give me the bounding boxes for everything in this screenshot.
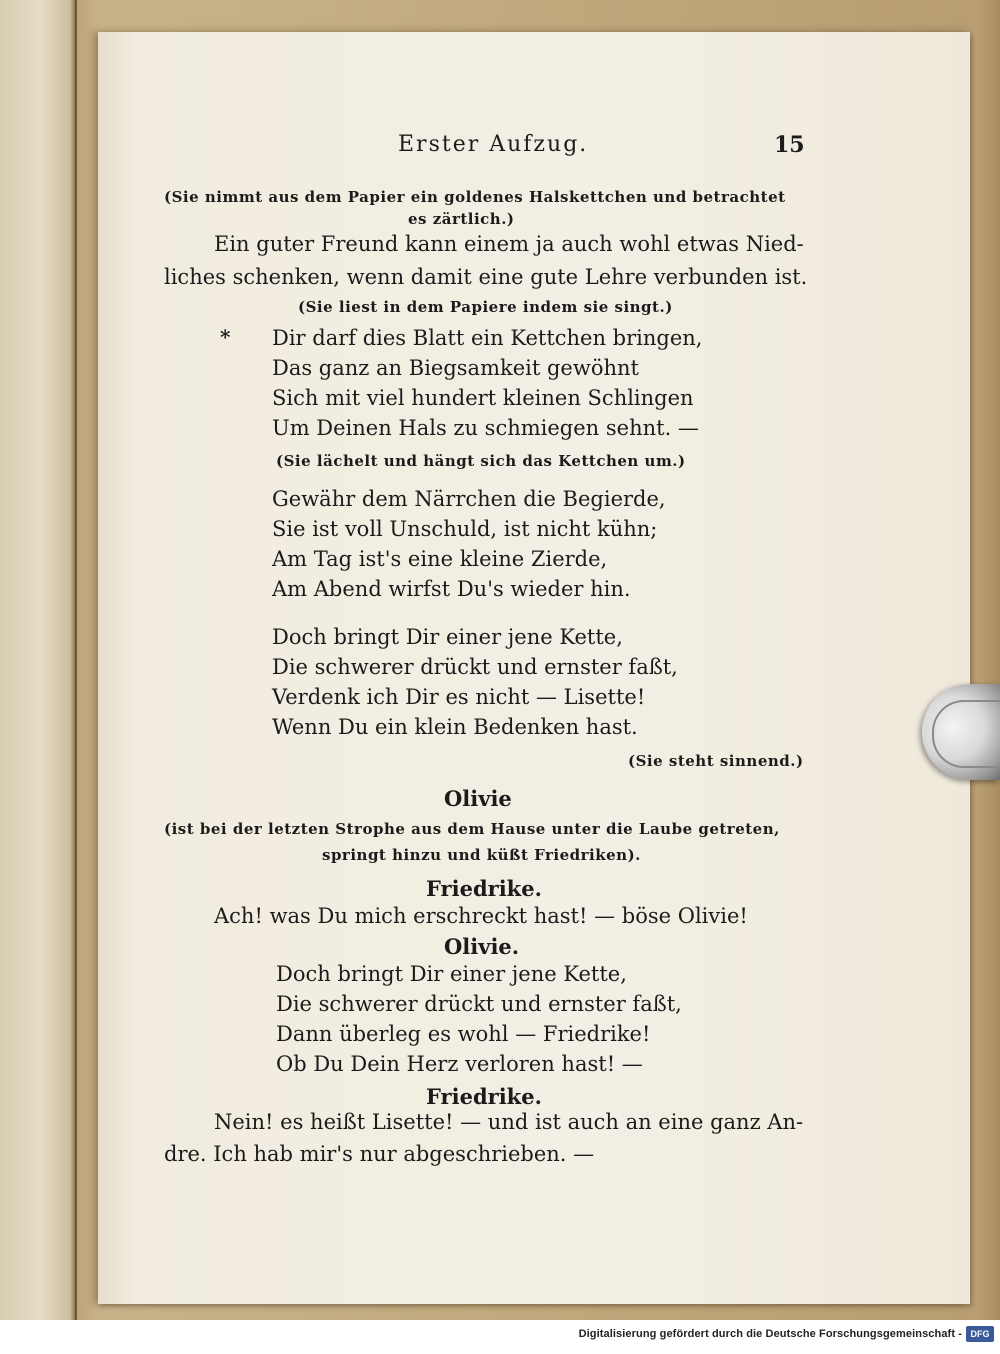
verse-line: Ob Du Dein Herz verloren hast! — (276, 1052, 643, 1076)
verse-line: Um Deinen Hals zu schmiegen sehnt. — (272, 416, 699, 440)
verse-line: Doch bringt Dir einer jene Kette, (276, 962, 627, 986)
verse-line: Sie ist voll Unschuld, ist nicht kühn; (272, 517, 658, 541)
verse-line: Doch bringt Dir einer jene Kette, (272, 625, 623, 649)
footer-credit: Digitalisierung gefördert durch die Deutsche Forschungsgemeinschaft - (578, 1328, 962, 1340)
verse-line: Gewähr dem Närrchen die Begierde, (272, 487, 666, 511)
stage-direction: (Sie liest in dem Papiere indem sie singt.) (298, 298, 673, 316)
speaker-name: Friedrike. (426, 1084, 542, 1109)
text-line: liches schenken, wenn damit eine gute Lehre verbunden ist. (164, 265, 808, 289)
verse-line: Das ganz an Biegsamkeit gewöhnt (272, 356, 639, 380)
verse-line: Verdenk ich Dir es nicht — Lisette! (272, 685, 646, 709)
verse-line: Die schwerer drückt und ernster faßt, (276, 992, 682, 1016)
page-number: 15 (774, 132, 805, 158)
dfg-logo: DFG (966, 1326, 994, 1342)
page-clip-rim (932, 700, 1000, 768)
stage-direction: (Sie steht sinnend.) (628, 752, 804, 770)
stage-direction: (Sie nimmt aus dem Papier ein goldenes Halskettchen und betrachtet (164, 188, 786, 206)
speaker-name: Olivie. (444, 934, 520, 959)
text-line: dre. Ich hab mir's nur abgeschrieben. — (164, 1142, 595, 1166)
text-line: Nein! es heißt Lisette! — und ist auch an eine ganz An- (214, 1110, 804, 1134)
verse-line: Dir darf dies Blatt ein Kettchen bringen, (272, 326, 703, 350)
speaker-name: Olivie (444, 786, 512, 811)
verse-line: Am Abend wirfst Du's wieder hin. (272, 577, 631, 601)
footnote-asterisk: * (220, 325, 231, 349)
text-line: Ein guter Freund kann einem ja auch wohl etwas Nied- (214, 232, 804, 256)
footer-bar (0, 1320, 1000, 1354)
verse-line: Am Tag ist's eine kleine Zierde, (272, 547, 608, 571)
previous-page-edge (0, 0, 77, 1320)
stage-direction: springt hinzu und küßt Friedriken). (322, 846, 641, 864)
verse-line: Wenn Du ein klein Bedenken hast. (272, 715, 638, 739)
verse-line: Die schwerer drückt und ernster faßt, (272, 655, 678, 679)
speaker-name: Friedrike. (426, 876, 542, 901)
text-line: Ach! was Du mich erschreckt hast! — böse Olivie! (214, 904, 748, 928)
stage-direction: es zärtlich.) (408, 210, 515, 228)
stage-direction: (Sie lächelt und hängt sich das Kettchen um.) (276, 452, 686, 470)
verse-line: Sich mit viel hundert kleinen Schlingen (272, 386, 694, 410)
stage-direction: (ist bei der letzten Strophe aus dem Hause unter die Laube getreten, (164, 820, 780, 838)
running-head: Erster Aufzug. (398, 132, 589, 157)
verse-line: Dann überleg es wohl — Friedrike! (276, 1022, 651, 1046)
